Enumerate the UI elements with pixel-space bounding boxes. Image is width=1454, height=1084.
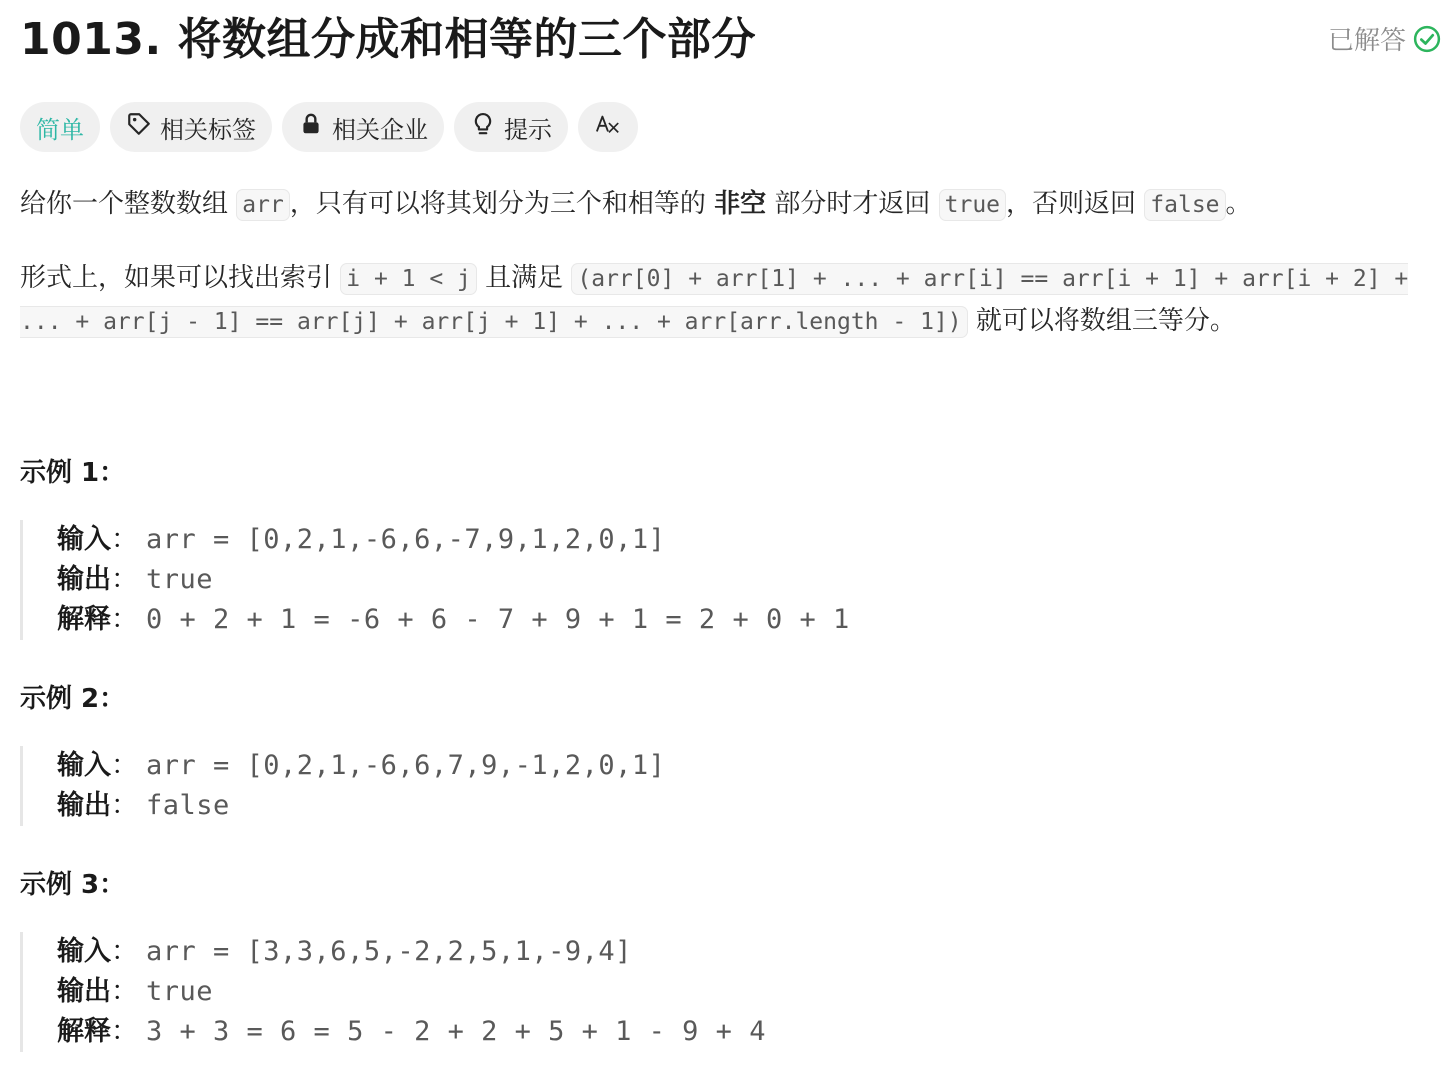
explain-label: 解释 bbox=[57, 604, 111, 635]
difficulty-badge[interactable] bbox=[20, 102, 100, 152]
text: 给你一个整数数组 bbox=[20, 189, 237, 219]
output-label: 输出 bbox=[57, 564, 111, 595]
text: ，只有可以将其划分为三个和相等的 bbox=[289, 189, 715, 219]
example-block bbox=[20, 932, 766, 1052]
text: 部分时才返回 bbox=[766, 189, 939, 219]
text: 。 bbox=[1225, 189, 1252, 219]
example-output-line: 输出 ： true bbox=[57, 972, 766, 1012]
text: 且满足 bbox=[476, 263, 572, 293]
explain-label: 解释 bbox=[57, 1016, 111, 1047]
example-title: 示例 2： bbox=[20, 684, 126, 714]
output-value: false bbox=[146, 790, 230, 821]
description-paragraph-2 bbox=[20, 257, 1420, 343]
input-value: arr = [0,2,1,-6,6,-7,9,1,2,0,1] bbox=[146, 524, 666, 555]
problem-description bbox=[20, 182, 1420, 373]
example-input-line: 输入 ： arr = [0,2,1,-6,6,7,9,-1,2,0,1] bbox=[57, 746, 665, 786]
example-output-line: 输出 ： true bbox=[57, 560, 850, 600]
example-output-line: 输出 ： false bbox=[57, 786, 665, 826]
explain-value: 3 + 3 = 6 = 5 - 2 + 2 + 5 + 1 - 9 + 4 bbox=[146, 1016, 766, 1047]
input-label: 输入 bbox=[57, 936, 111, 967]
tag-bar bbox=[20, 102, 638, 152]
output-label: 输出 bbox=[57, 976, 111, 1007]
example-block bbox=[20, 746, 665, 826]
inline-code: i + 1 < j bbox=[340, 263, 477, 295]
output-value: true bbox=[146, 976, 214, 1007]
check-circle-icon bbox=[1412, 24, 1442, 54]
topics-button[interactable] bbox=[110, 102, 272, 152]
text: ，否则返回 bbox=[1006, 189, 1145, 219]
solved-status bbox=[1328, 20, 1442, 57]
input-label: 输入 bbox=[57, 524, 111, 555]
inline-code: arr bbox=[236, 189, 290, 221]
translate-icon bbox=[595, 111, 621, 143]
example-title: 示例 3： bbox=[20, 870, 126, 900]
example-block bbox=[20, 520, 850, 640]
example-explain-line: 解释 ： 3 + 3 = 6 = 5 - 2 + 2 + 5 + 1 - 9 + 4 bbox=[57, 1012, 766, 1052]
hints-label: 提示 bbox=[504, 115, 552, 144]
bold-text: 非空 bbox=[714, 189, 767, 219]
example-input-line: 输入 ： arr = [0,2,1,-6,6,-7,9,1,2,0,1] bbox=[57, 520, 850, 560]
text: 形式上，如果可以找出索引 bbox=[20, 263, 341, 293]
inline-code: false bbox=[1144, 189, 1225, 221]
difficulty-label: 简单 bbox=[36, 115, 84, 144]
hints-button[interactable] bbox=[454, 102, 568, 152]
status-label: 已解答 bbox=[1327, 26, 1406, 56]
input-value: arr = [0,2,1,-6,6,7,9,-1,2,0,1] bbox=[146, 750, 666, 781]
explain-value: 0 + 2 + 1 = -6 + 6 - 7 + 9 + 1 = 2 + 0 + 1 bbox=[146, 604, 850, 635]
lightbulb-icon bbox=[470, 111, 496, 143]
companies-label: 相关企业 bbox=[332, 115, 428, 144]
example-explain-line: 解释 ： 0 + 2 + 1 = -6 + 6 - 7 + 9 + 1 = 2 + 0 + 1 bbox=[57, 600, 850, 640]
tag-icon bbox=[126, 111, 152, 143]
problem-title: 1013. 将数组分成和相等的三个部分 bbox=[20, 14, 756, 65]
topics-label: 相关标签 bbox=[160, 115, 256, 144]
output-value: true bbox=[146, 564, 214, 595]
input-label: 输入 bbox=[57, 750, 111, 781]
output-label: 输出 bbox=[57, 790, 111, 821]
description-paragraph-1 bbox=[20, 182, 1420, 227]
inline-code: true bbox=[939, 189, 1006, 221]
input-value: arr = [3,3,6,5,-2,2,5,1,-9,4] bbox=[146, 936, 632, 967]
text: 就可以将数组三等分。 bbox=[967, 306, 1236, 336]
companies-button[interactable] bbox=[282, 102, 444, 152]
example-input-line: 输入 ： arr = [3,3,6,5,-2,2,5,1,-9,4] bbox=[57, 932, 766, 972]
translate-button[interactable] bbox=[578, 102, 638, 152]
inline-code: (arr[0] + arr[1] + ... + arr[i] == arr[i + 1] + arr[i + 2] + ... + arr[j - 1] == arr[j] + arr[j + 1] + ... + arr[arr.length - 1]) bbox=[20, 263, 1408, 338]
example-title: 示例 1： bbox=[20, 458, 126, 488]
lock-icon bbox=[298, 111, 324, 143]
